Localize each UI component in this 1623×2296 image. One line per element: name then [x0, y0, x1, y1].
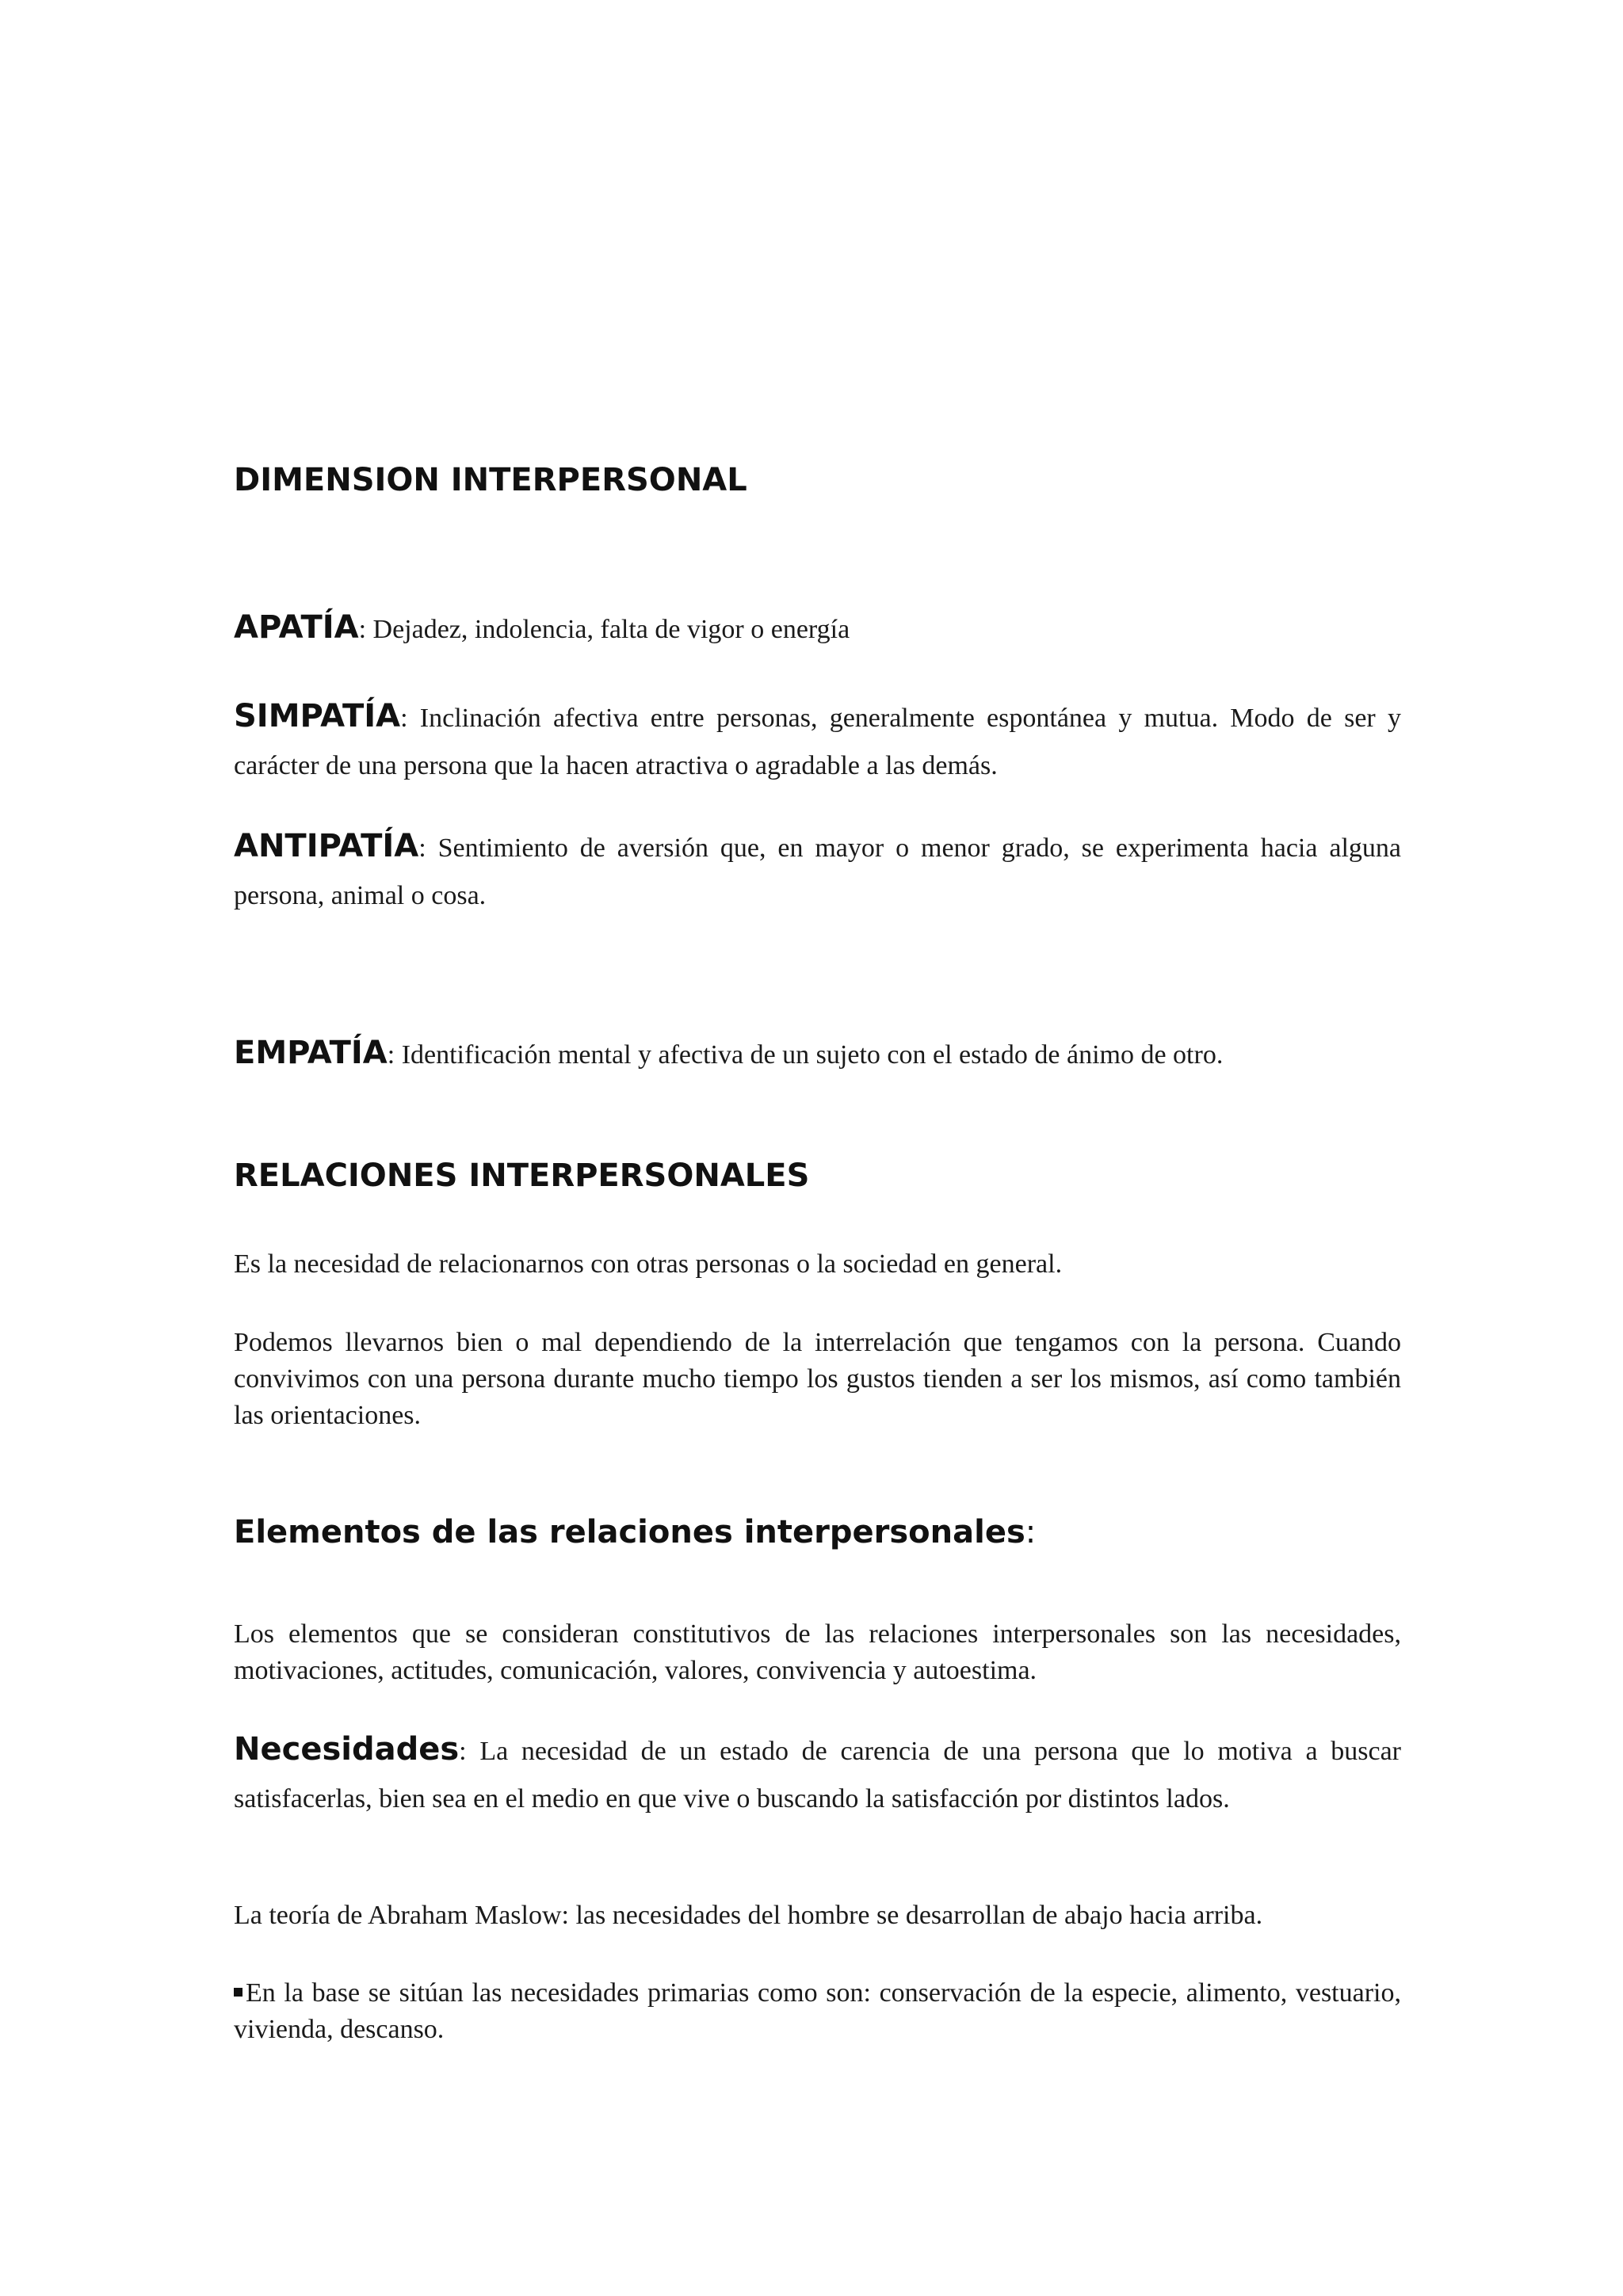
term-simpatia: SIMPATÍA — [234, 698, 401, 734]
term-necesidades: Necesidades — [234, 1731, 460, 1768]
paragraph-relaciones-detalle: Podemos llevarnos bien o mal dependiendo de la interrelación que tengamos con la persona. Cuando convivimos con una persona durante mucho tiempo los gustos tienden a ser los mismos, así como también las orientaciones. — [234, 1328, 1401, 1430]
paragraph-base — [234, 1975, 1401, 2048]
definition-simpatia — [234, 692, 1401, 790]
term-apatia: APATÍA — [234, 609, 359, 646]
definition-empatia — [234, 1029, 1401, 1079]
term-empatia: EMPATÍA — [234, 1035, 388, 1071]
heading-elementos-colon: : — [1025, 1514, 1037, 1550]
definition-empatia-text: : Identificación mental y afectiva de un sujeto con el estado de ánimo de otro. — [387, 1040, 1224, 1070]
definition-apatia-text: : Dejadez, indolencia, falta de vigor o energía — [358, 615, 850, 644]
definition-antipatia-text: : Sentimiento de aversión que, en mayor o menor grado, se experimenta hacia alguna persona, animal o cosa. — [234, 833, 1401, 910]
paragraph-maslow: La teoría de Abraham Maslow: las necesidades del hombre se desarrollan de abajo hacia arriba. — [234, 1901, 1263, 1930]
square-bullet-icon — [234, 1988, 242, 1997]
paragraph-elementos-intro: Los elementos que se consideran constitutivos de las relaciones interpersonales son las necesidades, motivaciones, actitudes, comunicación, valores, convivencia y autoestima. — [234, 1619, 1401, 1685]
definition-apatia — [234, 604, 1401, 654]
heading-dimension-interpersonal: DIMENSION INTERPERSONAL — [234, 462, 747, 498]
heading-relaciones-interpersonales: RELACIONES INTERPERSONALES — [234, 1158, 810, 1194]
paragraph-base-text: En la base se sitúan las necesidades primarias como son: conservación de la especie, alimento, vestuario, vivienda, descanso. — [234, 1978, 1401, 2044]
definition-antipatia — [234, 822, 1401, 920]
term-antipatia: ANTIPATÍA — [234, 828, 419, 864]
definition-necesidades-text: : La necesidad de un estado de carencia de una persona que lo motiva a buscar satisfacerlas, bien sea en el medio en que vive o buscando la satisfacción por distintos lados. — [234, 1737, 1401, 1814]
definition-simpatia-text: : Inclinación afectiva entre personas, generalmente espontánea y mutua. Modo de ser y carácter de una persona que la hacen atractiva o agradable a las demás. — [234, 704, 1401, 780]
heading-elementos — [234, 1513, 1036, 1551]
paragraph-relaciones-intro: Es la necesidad de relacionarnos con otras personas o la sociedad en general. — [234, 1249, 1063, 1279]
heading-elementos-text: Elementos de las relaciones interpersonales — [234, 1514, 1025, 1550]
definition-necesidades — [234, 1726, 1401, 1823]
